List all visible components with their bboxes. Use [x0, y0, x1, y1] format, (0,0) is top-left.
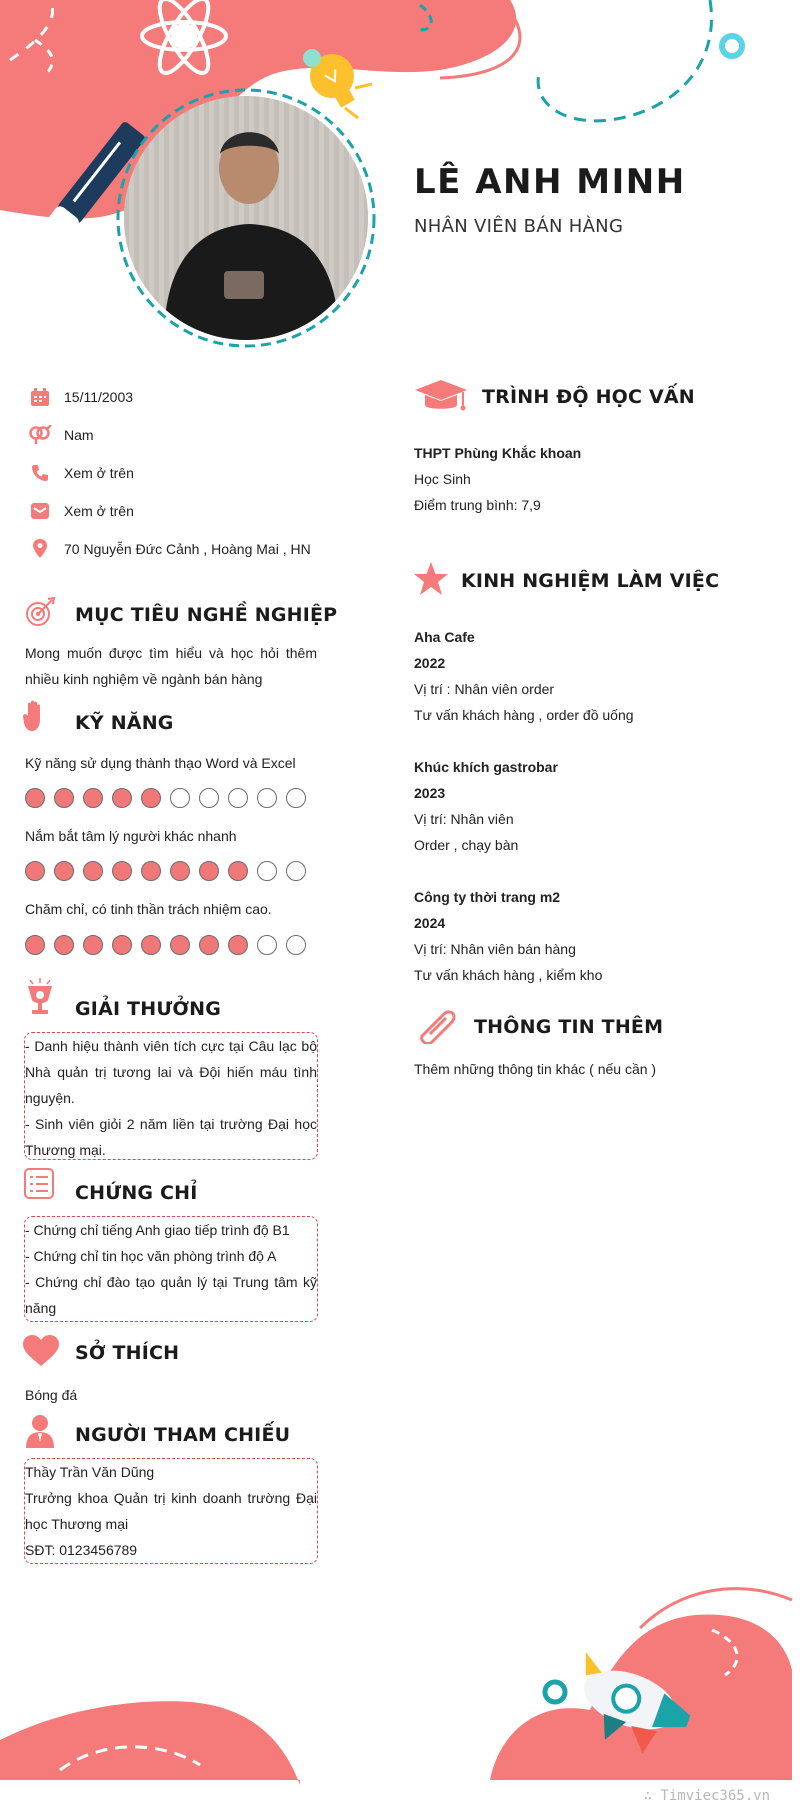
rating-dot-filled: [25, 788, 45, 808]
education-title: TRÌNH ĐỘ HỌC VẤN: [482, 386, 695, 408]
rating-dot-filled: [54, 788, 74, 808]
skill-rating-1: [25, 788, 306, 808]
hobbies-text: Bóng đá: [25, 1387, 78, 1403]
rating-dot-empty: [170, 788, 190, 808]
references-box: [24, 1458, 318, 1564]
avatar-photo: [124, 96, 368, 340]
experience-position: Vị trí : Nhân viên order: [414, 681, 555, 697]
experience-company: Khúc khích gastrobar: [414, 759, 558, 775]
experience-company: Aha Cafe: [414, 629, 475, 645]
rating-dot-filled: [83, 861, 103, 881]
rating-dot-empty: [257, 788, 277, 808]
heart-icon: [22, 1334, 60, 1373]
rating-dot-filled: [54, 861, 74, 881]
calendar-icon: [28, 385, 52, 409]
reference-phone: SĐT: 0123456789: [25, 1542, 138, 1558]
email-icon: [28, 499, 52, 523]
star-icon: [413, 562, 449, 601]
info-phone: [28, 458, 134, 488]
location-pin-icon: [28, 537, 52, 561]
graduation-cap-icon: [413, 380, 471, 419]
experience-year: 2023: [414, 785, 446, 801]
target-icon: [24, 596, 56, 633]
award-item-2: - Sinh viên giỏi 2 năm liền tại trường Đại học Thương mại.: [25, 1116, 317, 1158]
phone-icon: [28, 461, 52, 485]
info-gender: [28, 420, 94, 450]
experience-position: Vị trí: Nhân viên bán hàng: [414, 941, 576, 957]
rating-dot-empty: [257, 935, 277, 955]
info-address: [28, 534, 311, 564]
education-block: [414, 440, 581, 518]
rating-dot-filled: [112, 861, 132, 881]
rating-dot-filled: [199, 861, 219, 881]
info-email: [28, 496, 134, 526]
avatar: [124, 96, 368, 340]
person-icon: [26, 1414, 54, 1453]
rating-dot-filled: [170, 861, 190, 881]
trophy-icon: [24, 978, 56, 1023]
experience-item-2: [414, 754, 558, 858]
rating-dot-filled: [54, 935, 74, 955]
gender-text: Nam: [64, 427, 94, 443]
awards-title: GIẢI THƯỞNG: [75, 998, 222, 1020]
experience-position: Vị trí: Nhân viên: [414, 811, 514, 827]
rating-dot-filled: [25, 935, 45, 955]
hand-icon: [22, 700, 50, 739]
additional-info-text: Thêm những thông tin khác ( nếu cần ): [414, 1061, 657, 1077]
info-birthday: [28, 382, 133, 412]
watermark: ∴ Timviec365.vn: [643, 1788, 770, 1804]
checklist-icon: [24, 1168, 56, 1205]
skill-rating-2: [25, 861, 306, 881]
skill-label-2: Nắm bắt tâm lý người khác nhanh: [25, 828, 237, 844]
email-text: Xem ở trên: [64, 503, 134, 519]
watermark-text: Timviec365.vn: [660, 1788, 770, 1804]
rating-dot-empty: [228, 788, 248, 808]
awards-box: [24, 1032, 318, 1160]
experience-description: Tư vấn khách hàng , order đồ uống: [414, 707, 634, 723]
objective-title: MỤC TIÊU NGHỀ NGHIỆP: [75, 604, 338, 626]
reference-position: Trưởng khoa Quản trị kinh doanh trường Đại học Thương mại: [25, 1490, 317, 1532]
rating-dot-filled: [112, 935, 132, 955]
address-text: 70 Nguyễn Đức Cảnh , Hoàng Mai , HN: [64, 541, 311, 557]
experience-year: 2022: [414, 655, 446, 671]
skill-label-3: Chăm chỉ, có tinh thần trách nhiệm cao.: [25, 901, 272, 917]
skills-title: KỸ NĂNG: [75, 712, 174, 734]
certificate-item-2: - Chứng chỉ tin học văn phòng trình độ A: [25, 1248, 277, 1264]
birthday-text: 15/11/2003: [64, 389, 134, 405]
gender-icon: [28, 423, 52, 447]
rating-dot-empty: [286, 788, 306, 808]
experience-year: 2024: [414, 915, 446, 931]
education-gpa: Điểm trung bình: 7,9: [414, 497, 541, 513]
rating-dot-empty: [286, 935, 306, 955]
education-degree: Học Sinh: [414, 471, 471, 487]
skill-label-1: Kỹ năng sử dụng thành thạo Word và Excel: [25, 755, 296, 771]
reference-name: Thầy Trần Văn Dũng: [25, 1464, 155, 1480]
rating-dot-empty: [286, 861, 306, 881]
candidate-name: LÊ ANH MINH: [414, 162, 686, 202]
certificate-item-1: - Chứng chỉ tiếng Anh giao tiếp trình độ B1: [25, 1222, 290, 1238]
references-title: NGƯỜI THAM CHIẾU: [75, 1424, 291, 1446]
rating-dot-filled: [170, 935, 190, 955]
rating-dot-filled: [25, 861, 45, 881]
rating-dot-filled: [83, 935, 103, 955]
phone-text: Xem ở trên: [64, 465, 134, 481]
additional-info-title: THÔNG TIN THÊM: [474, 1016, 664, 1038]
experience-title: KINH NGHIỆM LÀM VIỆC: [461, 570, 720, 592]
rating-dot-filled: [199, 935, 219, 955]
rating-dot-filled: [141, 935, 161, 955]
experience-item-1: [414, 624, 634, 728]
rating-dot-empty: [199, 788, 219, 808]
footer-decoration: [0, 1580, 800, 1808]
paperclip-icon: [416, 1004, 460, 1049]
education-school: THPT Phùng Khắc khoan: [414, 445, 582, 461]
objective-text: Mong muốn được tìm hiểu và học hỏi thêm nhiều kinh nghiệm về ngành bán hàng: [25, 645, 317, 687]
rating-dot-filled: [141, 861, 161, 881]
experience-description: Order , chạy bàn: [414, 837, 519, 853]
experience-company: Công ty thời trang m2: [414, 889, 561, 905]
certificates-box: [24, 1216, 318, 1322]
rating-dot-empty: [257, 861, 277, 881]
rating-dot-filled: [112, 788, 132, 808]
award-item-1: - Danh hiệu thành viên tích cực tại Câu lạc bộ Nhà quản trị tương lai và Đội hiến máu tình nguyện.: [25, 1038, 317, 1106]
certificates-title: CHỨNG CHỈ: [75, 1182, 198, 1204]
hobbies-title: SỞ THÍCH: [75, 1342, 180, 1364]
job-title: NHÂN VIÊN BÁN HÀNG: [414, 216, 624, 237]
rating-dot-filled: [83, 788, 103, 808]
experience-item-3: [414, 884, 602, 988]
rating-dot-filled: [228, 935, 248, 955]
certificate-item-3: - Chứng chỉ đào tạo quản lý tại Trung tâm kỹ năng: [25, 1274, 317, 1316]
rating-dot-filled: [228, 861, 248, 881]
experience-description: Tư vấn khách hàng , kiểm kho: [414, 967, 603, 983]
skill-rating-3: [25, 935, 306, 955]
rating-dot-filled: [141, 788, 161, 808]
